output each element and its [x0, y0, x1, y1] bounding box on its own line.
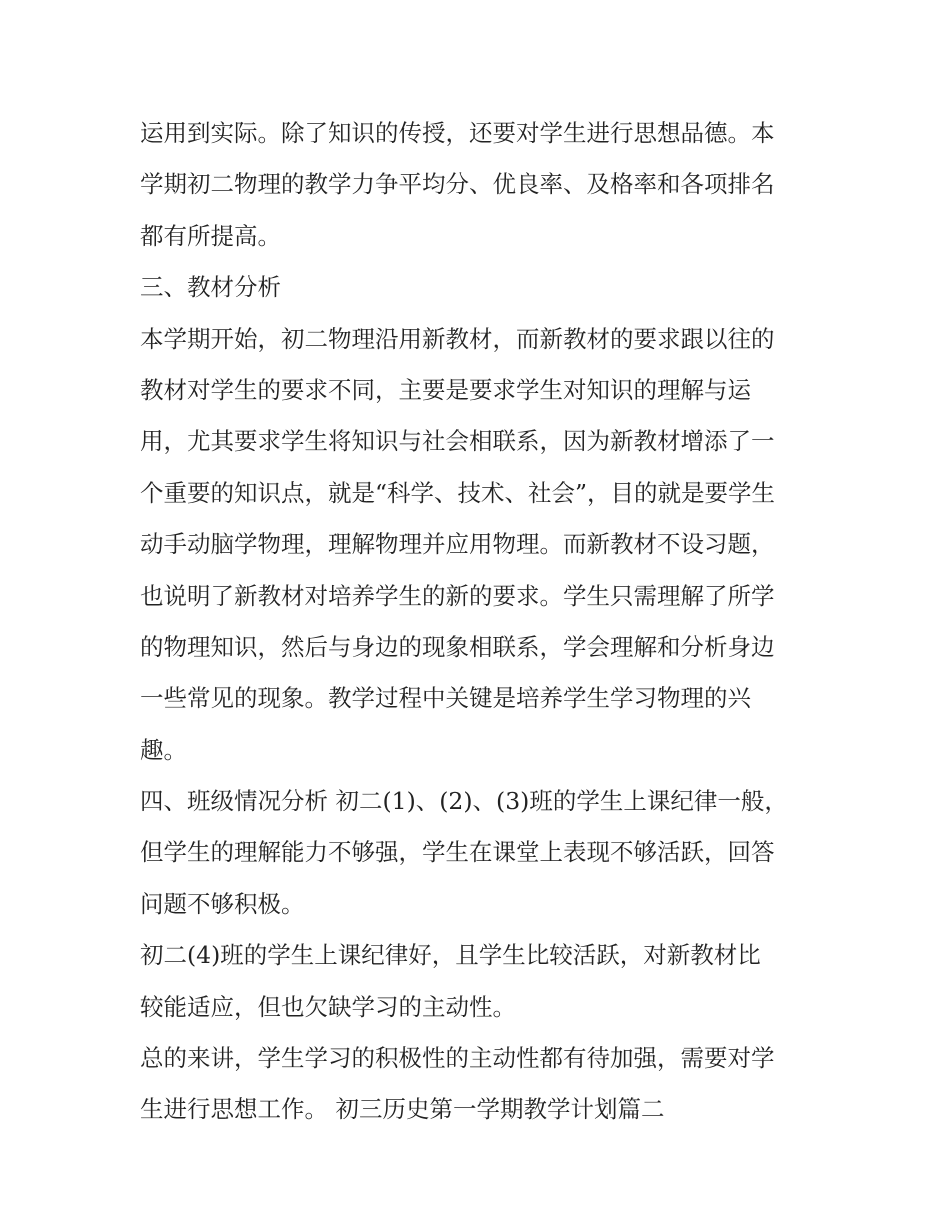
- text-line: 个重要的知识点，就是“科学、技术、社会”，目的就是要学生: [140, 478, 776, 507]
- text-line: 较能适应，但也欠缺学习的主动性。: [140, 992, 516, 1021]
- text-line: 生进行思想工作。 初三历史第一学期教学计划篇二: [140, 1095, 665, 1124]
- text-line: 都有所提高。: [140, 221, 281, 250]
- text-line: 一些常见的现象。教学过程中关键是培养学生学习物理的兴: [140, 684, 751, 713]
- text-line: 总的来讲，学生学习的积极性的主动性都有待加强，需要对学: [140, 1044, 775, 1073]
- document-page: [140, 108, 830, 1136]
- section-heading: 三、教材分析: [140, 273, 281, 302]
- text-line: 运用到实际。除了知识的传授，还要对学生进行思想品德。本: [140, 119, 775, 147]
- text-line: 的物理知识，然后与身边的现象相联系，学会理解和分析身边: [140, 632, 775, 661]
- text-line: 教材对学生的要求不同，主要是要求学生对知识的理解与运: [140, 375, 751, 404]
- text-line: 问题不够积极。: [140, 889, 305, 918]
- text-line: 趣。: [140, 735, 187, 764]
- text-line: 动手动脑学物理，理解物理并应用物理。而新教材不设习题，: [140, 530, 775, 559]
- text-line: 但学生的理解能力不够强，学生在课堂上表现不够活跃，回答: [140, 838, 775, 867]
- section-heading: 四、班级情况分析 初二(1)、(2)、(3)班的学生上课纪律一般，: [140, 787, 788, 816]
- text-line: 学期初二物理的教学力争平均分、优良率、及格率和各项排名: [140, 170, 775, 199]
- text-line: 本学期开始，初二物理沿用新教材，而新教材的要求跟以往的: [140, 324, 775, 353]
- text-line: 用，尤其要求学生将知识与社会相联系，因为新教材增添了一: [140, 427, 775, 456]
- text-line: 初二(4)班的学生上课纪律好，且学生比较活跃，对新教材比: [140, 941, 761, 970]
- text-line: 也说明了新教材对培养学生的新的要求。学生只需理解了所学: [140, 581, 775, 610]
